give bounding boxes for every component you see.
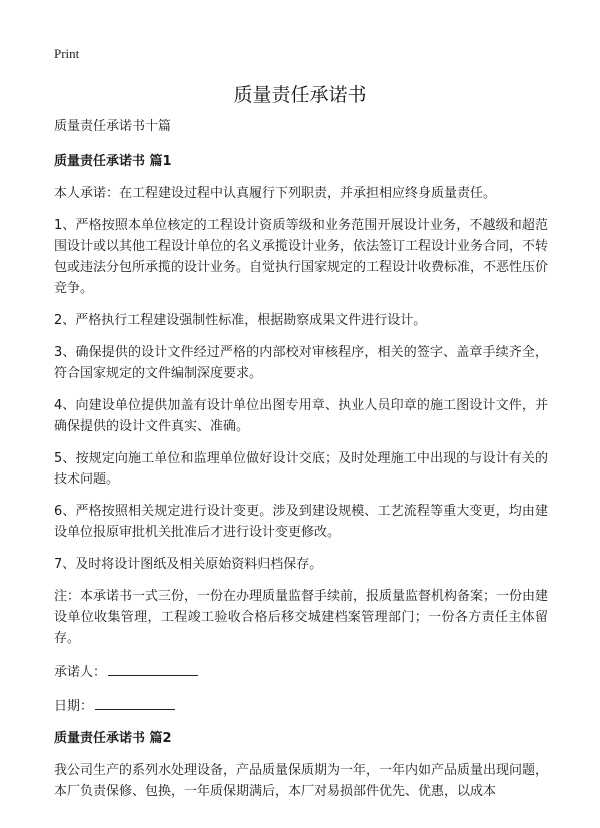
section1-item: 4、向建设单位提供加盖有设计单位出图专用章、执业人员印章的施工图设计文件，并确保提供的设计文件真实、准确。 xyxy=(54,398,548,434)
document-body xyxy=(54,116,548,813)
date-line xyxy=(54,694,548,717)
section1-item: 1、严格按照本单位核定的工程设计资质等级和业务范围开展设计业务，不越级和超范围设计或以其他工程设计单位的名义承揽设计业务，依法签订工程设计业务合同，不转包或违法分包所承揽的设计业务。自觉执行国家规定的工程设计收费标准，不恶性压价竞争。 xyxy=(54,218,549,296)
promisor-line xyxy=(54,660,548,683)
document-title: 质量责任承诺书 xyxy=(233,84,367,106)
section1-item: 3、确保提供的设计文件经过严格的内部校对审核程序，相关的签字、盖章手续齐全，符合国家规定的文件编制深度要求。 xyxy=(54,345,548,381)
document-subtitle: 质量责任承诺书十篇 xyxy=(54,119,172,134)
date-label: 日期： xyxy=(54,699,94,714)
promisor-label: 承诺人： xyxy=(54,665,107,680)
section1-item: 6、严格按照相关规定进行设计变更。涉及到建设规模、工艺流程等重大变更，均由建设单位报原审批机关批准后才进行设计变更修改。 xyxy=(54,504,548,540)
section-heading-1: 质量责任承诺书 篇1 xyxy=(54,154,172,169)
section1-note: 注：本承诺书一式三份，一份在办理质量监督手续前，报质量监督机构备案；一份由建设单位收集管理，工程竣工验收合格后移交城建档案管理部门；一份各方责任主体留存。 xyxy=(54,589,549,646)
section1-item: 7、及时将设计图纸及相关原始资料归档保存。 xyxy=(54,557,323,572)
section-heading-2: 质量责任承诺书 篇2 xyxy=(54,731,172,746)
print-link[interactable]: Print xyxy=(54,46,80,61)
promisor-signature-blank xyxy=(108,660,198,676)
section1-intro: 本人承诺：在工程建设过程中认真履行下列职责，并承担相应终身质量责任。 xyxy=(54,186,497,201)
section1-item: 5、按规定向施工单位和监理单位做好设计交底；及时处理施工中出现的与设计有关的技术问题。 xyxy=(54,451,548,487)
section2-body: 我公司生产的系列水处理设备，产品质量保质期为一年，一年内如产品质量出现问题，本厂负责保修、包换，一年质保期满后，本厂对易损部件优先、优惠，以成本 xyxy=(54,763,549,799)
section1-item: 2、严格执行工程建设强制性标准，根据勘察成果文件进行设计。 xyxy=(54,313,427,328)
date-blank xyxy=(95,694,175,710)
